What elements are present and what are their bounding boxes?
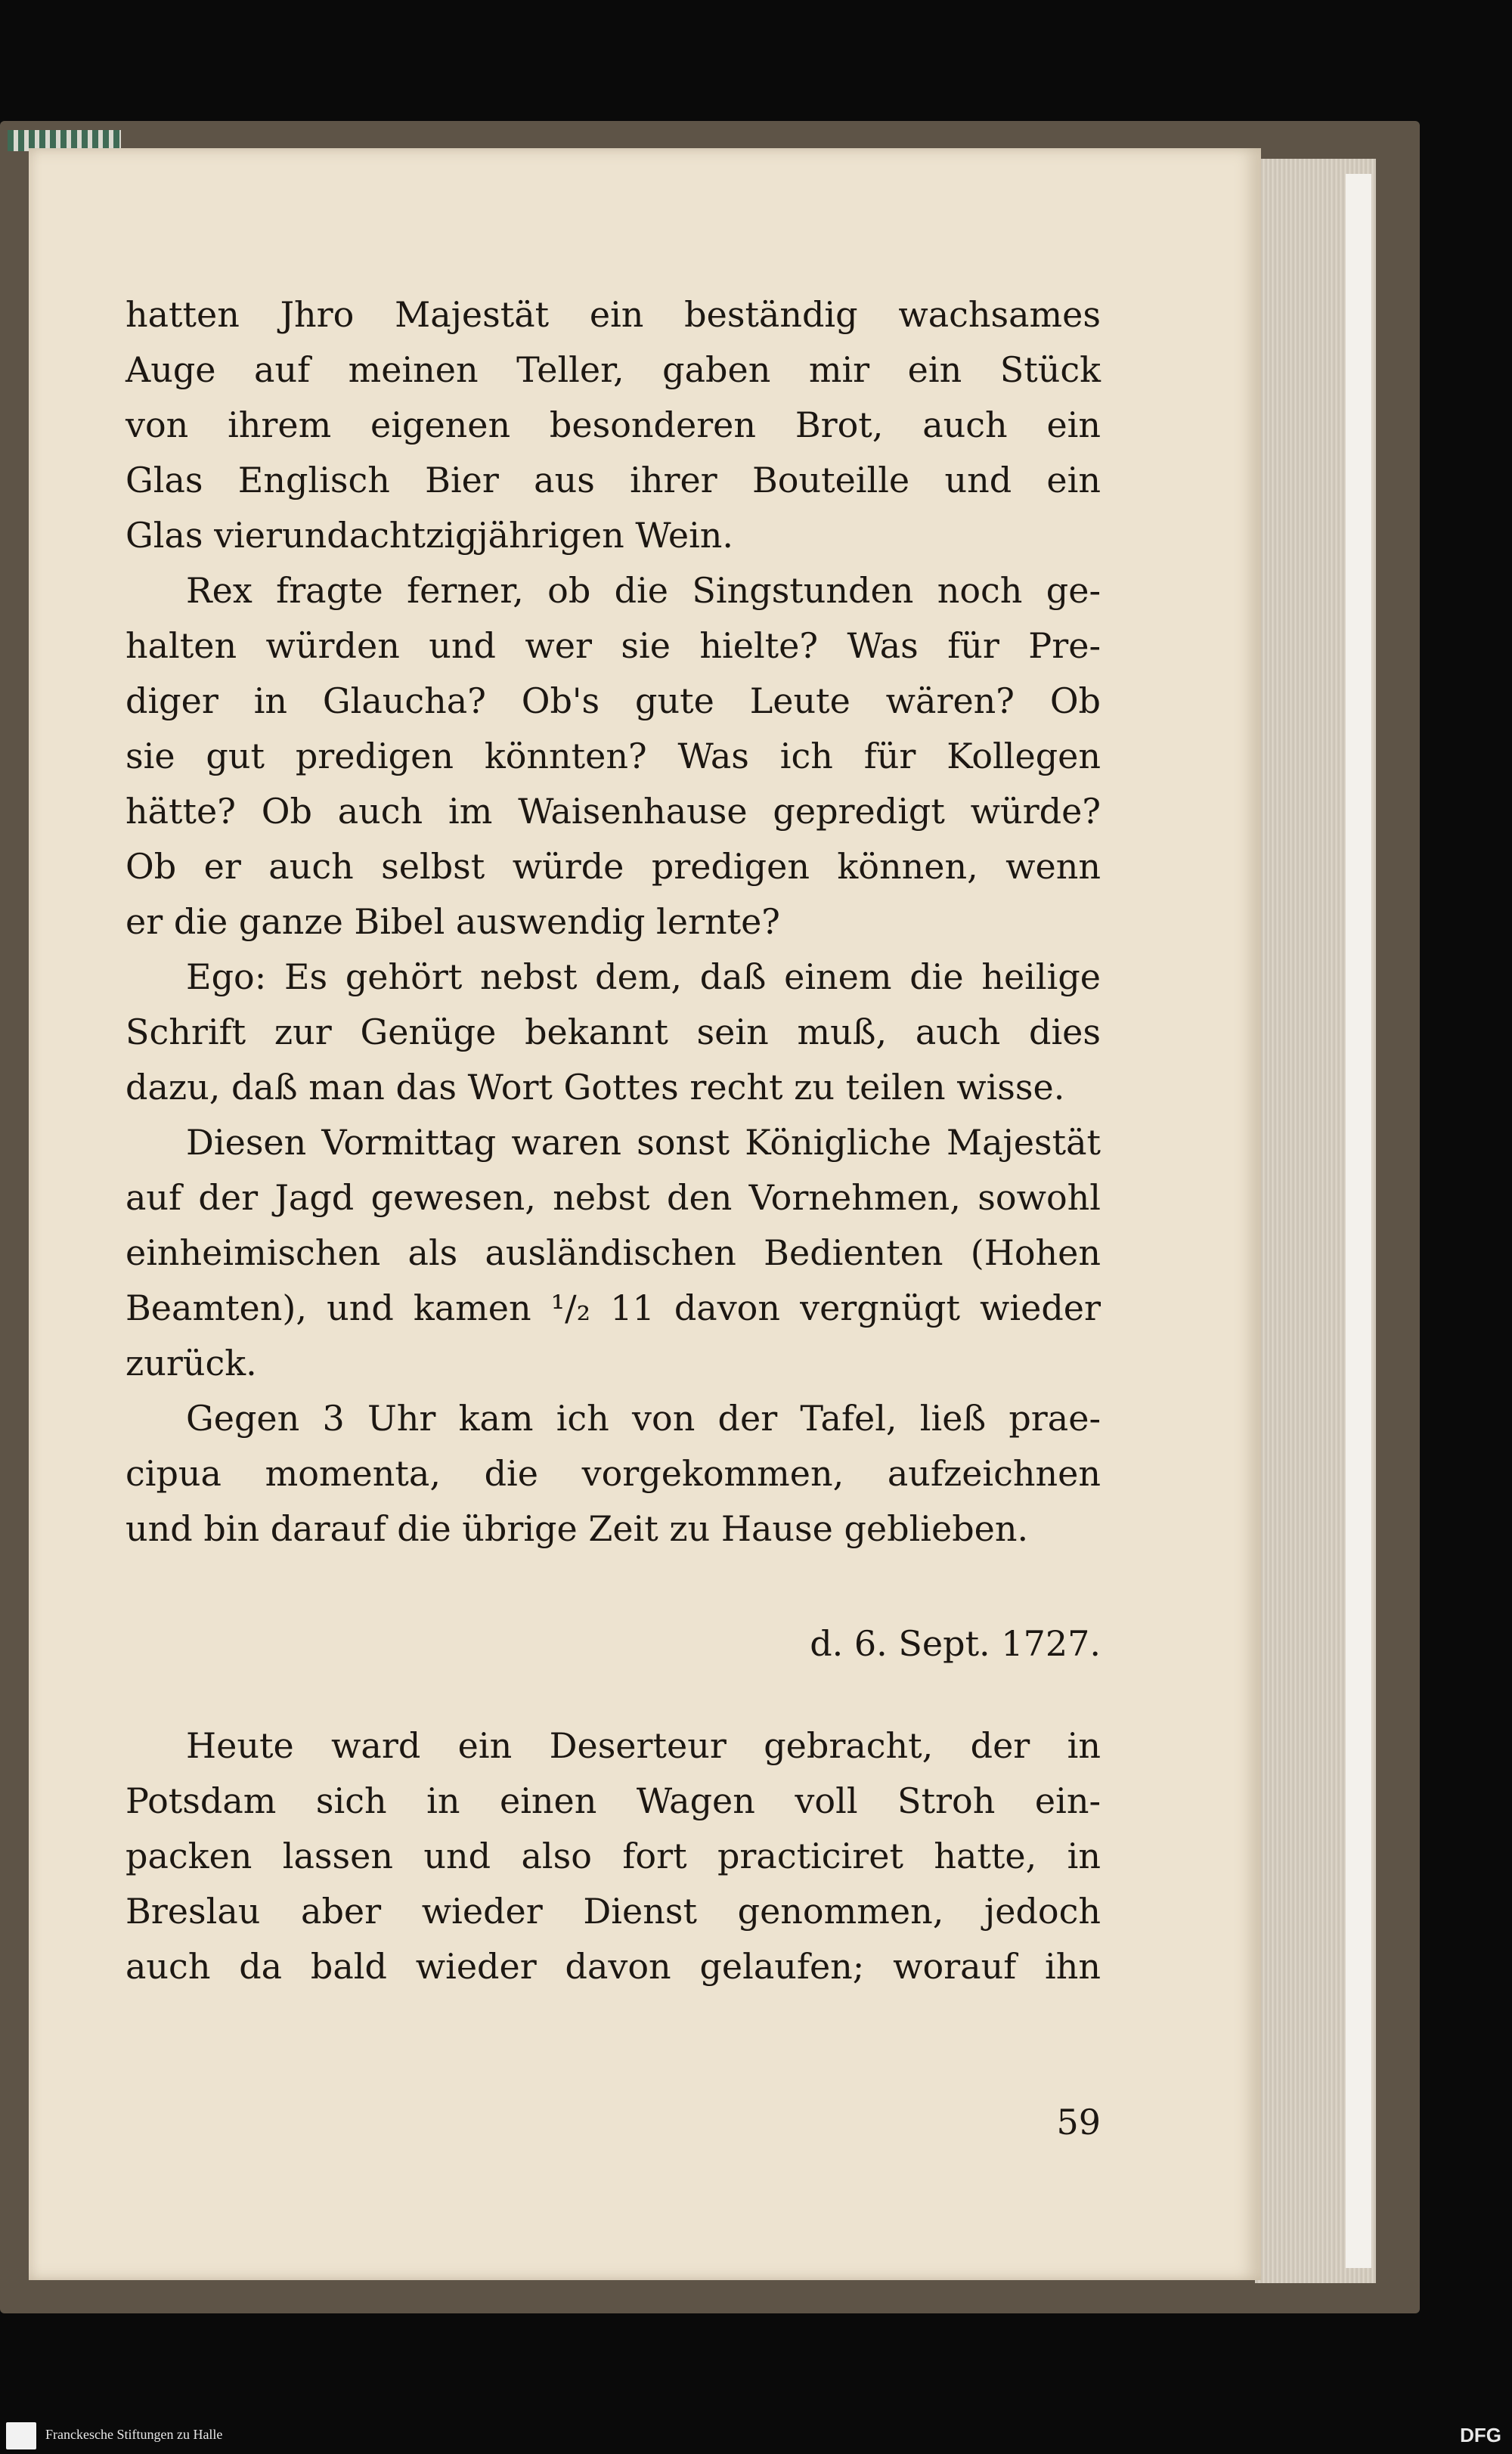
text-line: auch da bald wieder davon gelaufen; worauf ihn bbox=[125, 1946, 1101, 1987]
text-line: Gegen 3 Uhr kam ich von der Tafel, ließ prae- bbox=[186, 1398, 1101, 1439]
text-line: zurück. bbox=[125, 1343, 257, 1383]
text-line: cipua momenta, die vorgekommen, aufzeichnen bbox=[125, 1453, 1101, 1494]
text-line: dazu, daß man das Wort Gottes recht zu teilen wisse. bbox=[125, 1067, 1065, 1108]
text-line: Diesen Vormittag waren sonst Königliche Majestät bbox=[186, 1122, 1101, 1163]
text-line: auf der Jagd gewesen, nebst den Vornehmen, sowohl bbox=[125, 1177, 1101, 1218]
text-line: sie gut predigen könnten? Was ich für Kollegen bbox=[125, 736, 1101, 776]
dfg-logo: DFG bbox=[1460, 2424, 1501, 2446]
body-text bbox=[125, 287, 1101, 1994]
text-line: Schrift zur Genüge bekannt sein muß, auch dies bbox=[125, 1012, 1101, 1052]
text-line: von ihrem eigenen besonderen Brot, auch ein bbox=[125, 404, 1101, 445]
text-line: Rex fragte ferner, ob die Singstunden noch ge- bbox=[186, 570, 1101, 611]
text-line: Heute ward ein Deserteur gebracht, der in bbox=[186, 1725, 1101, 1766]
endpaper-edge bbox=[1346, 174, 1371, 2268]
paragraph-block-2 bbox=[125, 1718, 1101, 1994]
text-line: Glas vierundachtzigjährigen Wein. bbox=[125, 515, 734, 556]
text-line: diger in Glaucha? Ob's gute Leute wären? Ob bbox=[125, 680, 1101, 721]
text-line: er die ganze Bibel auswendig lernte? bbox=[125, 901, 780, 942]
text-line: Ob er auch selbst würde predigen können, wenn bbox=[125, 846, 1101, 887]
text-line: Auge auf meinen Teller, gaben mir ein Stück bbox=[125, 349, 1101, 390]
text-line: Potsdam sich in einen Wagen voll Stroh ein- bbox=[125, 1780, 1101, 1821]
page-number: 59 bbox=[1056, 2102, 1101, 2143]
text-line: Breslau aber wieder Dienst genommen, jedoch bbox=[125, 1891, 1101, 1932]
library-name: Franckesche Stiftungen zu Halle bbox=[45, 2427, 223, 2442]
text-line: Ego: Es gehört nebst dem, daß einem die heilige bbox=[186, 956, 1101, 997]
footer-bar bbox=[0, 2416, 1512, 2454]
text-line: einheimischen als ausländischen Bedienten (Hohen bbox=[125, 1232, 1101, 1273]
text-line: hätte? Ob auch im Waisenhause gepredigt würde? bbox=[125, 791, 1101, 832]
paragraph-block-1 bbox=[125, 287, 1101, 1557]
text-line: halten würden und wer sie hielte? Was für Pre- bbox=[125, 625, 1101, 666]
text-line: Beamten), und kamen ¹/₂ 11 davon vergnügt wieder bbox=[125, 1287, 1101, 1328]
text-line: Glas Englisch Bier aus ihrer Bouteille und ein bbox=[125, 460, 1101, 500]
text-line: und bin darauf die übrige Zeit zu Hause geblieben. bbox=[125, 1508, 1029, 1549]
text-line: packen lassen und also fort practiciret hatte, in bbox=[125, 1836, 1101, 1876]
dateline: d. 6. Sept. 1727. bbox=[810, 1623, 1101, 1664]
text-line: hatten Jhro Majestät ein beständig wachsames bbox=[125, 294, 1101, 335]
library-logo-icon bbox=[6, 2422, 36, 2449]
